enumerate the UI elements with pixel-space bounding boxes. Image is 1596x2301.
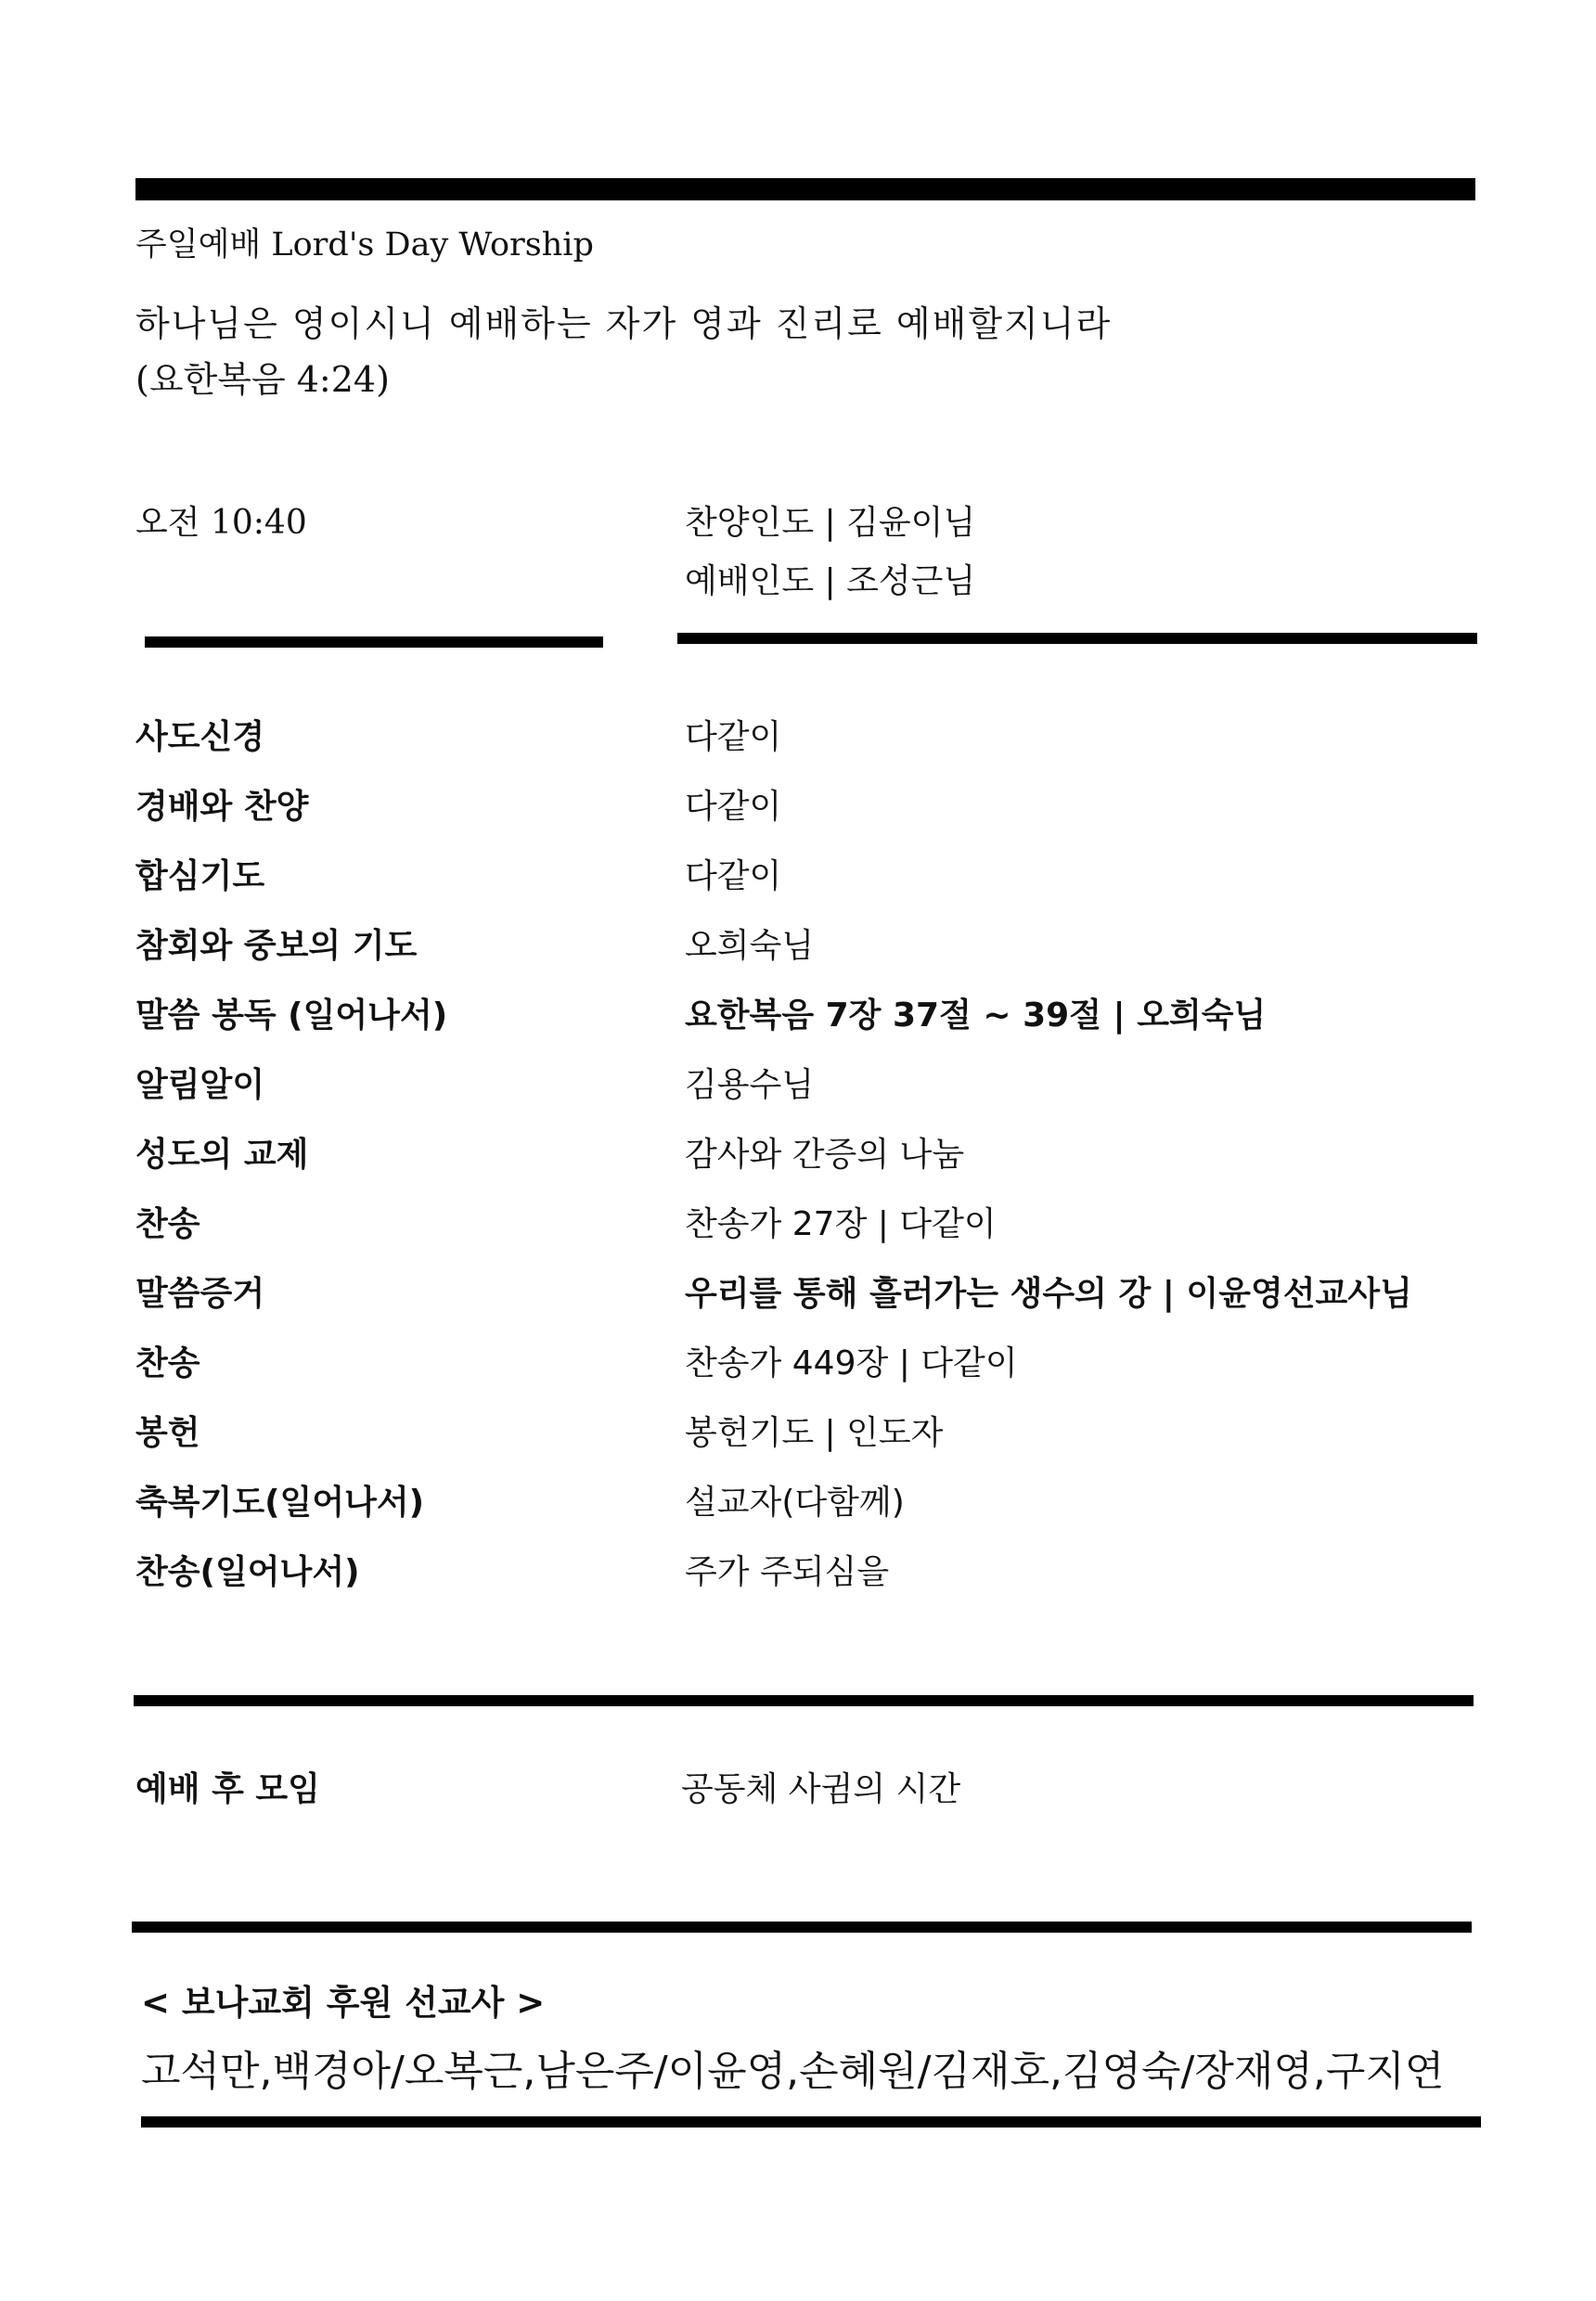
order-row xyxy=(135,1407,1499,1462)
order-row xyxy=(135,711,1499,766)
order-row xyxy=(135,919,1499,975)
order-row xyxy=(135,1267,1499,1323)
order-detail: 다같이 xyxy=(685,718,782,756)
worship-leader: 예배인도 | 조성근님 xyxy=(685,562,976,600)
service-time: 오전 10:40 xyxy=(135,504,307,542)
top-divider xyxy=(135,178,1475,200)
left-section-divider xyxy=(145,636,603,648)
order-detail: 주가 주되심을 xyxy=(685,1553,890,1591)
order-detail: 봉헌기도 | 인도자 xyxy=(685,1414,944,1452)
after-service-detail: 공동체 사귐의 시간 xyxy=(681,1770,961,1808)
order-detail: 다같이 xyxy=(685,788,782,826)
order-item: 말씀증거 xyxy=(135,1275,265,1313)
page-title: 주일예배 Lord's Day Worship xyxy=(135,226,594,264)
order-row xyxy=(135,1128,1499,1184)
right-section-divider xyxy=(677,633,1477,644)
missionaries-list: 고석만,백경아/오복근,남은주/이윤영,손혜원/김재호,김영숙/장재영,구지연 xyxy=(141,2048,1445,2095)
order-item: 찬송(일어나서) xyxy=(135,1553,360,1591)
order-detail: 다같이 xyxy=(685,857,782,895)
bottom-divider xyxy=(141,2116,1481,2127)
order-row xyxy=(135,1546,1499,1601)
order-detail: 김용수님 xyxy=(685,1066,815,1104)
order-item: 참회와 중보의 기도 xyxy=(135,927,418,965)
order-row xyxy=(135,1198,1499,1253)
order-detail: 찬송가 27장 | 다같이 xyxy=(685,1205,997,1243)
missions-top-divider xyxy=(132,1922,1472,1933)
scripture-verse: 하나님은 영이시니 예배하는 자가 영과 진리로 예배할지니라 xyxy=(135,303,1113,344)
order-item: 사도신경 xyxy=(135,718,265,756)
order-end-divider xyxy=(134,1695,1474,1706)
order-detail: 오희숙님 xyxy=(685,927,815,965)
order-row xyxy=(135,1059,1499,1114)
order-detail: 요한복음 7장 37절 ~ 39절 | 오희숙님 xyxy=(685,996,1267,1035)
order-detail: 설교자(다함께) xyxy=(685,1484,905,1522)
order-row xyxy=(135,1476,1499,1532)
order-item: 알림알이 xyxy=(135,1066,265,1104)
order-detail: 감사와 간증의 나눔 xyxy=(685,1136,965,1174)
order-item: 경배와 찬양 xyxy=(135,788,309,826)
praise-leader: 찬양인도 | 김윤이님 xyxy=(685,504,976,542)
order-row xyxy=(135,989,1499,1045)
order-item: 성도의 교제 xyxy=(135,1136,309,1174)
scripture-reference: (요한복음 4:24) xyxy=(135,359,390,400)
order-item: 찬송 xyxy=(135,1344,200,1382)
order-item: 말씀 봉독 (일어나서) xyxy=(135,996,448,1035)
order-item: 봉헌 xyxy=(135,1414,200,1452)
order-item: 축복기도(일어나서) xyxy=(135,1484,425,1522)
order-row xyxy=(135,780,1499,836)
after-service-label: 예배 후 모임 xyxy=(135,1770,320,1808)
missionaries-heading: < 보나교회 후원 선교사 > xyxy=(141,1983,546,2023)
order-item: 찬송 xyxy=(135,1205,200,1243)
order-item: 합심기도 xyxy=(135,857,265,895)
order-detail: 찬송가 449장 | 다같이 xyxy=(685,1344,1018,1382)
order-detail: 우리를 통해 흘러가는 생수의 강 | 이윤영선교사님 xyxy=(685,1275,1412,1313)
order-row xyxy=(135,1337,1499,1393)
order-row xyxy=(135,850,1499,906)
